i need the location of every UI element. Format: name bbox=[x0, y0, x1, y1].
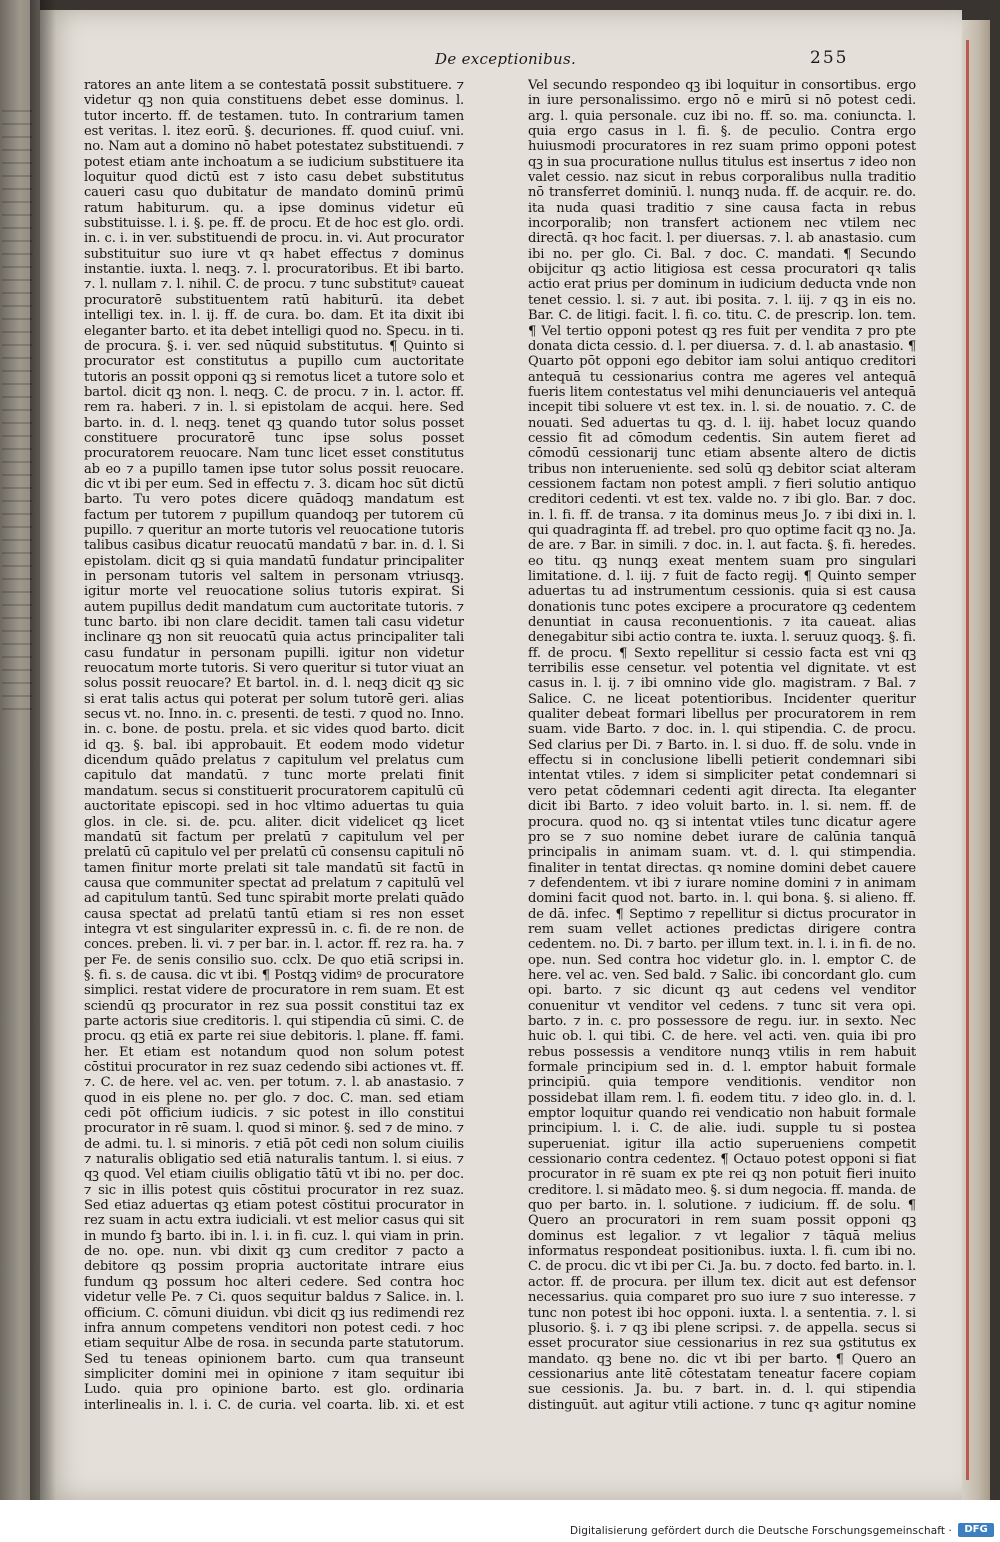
page-fore-edge bbox=[958, 20, 990, 1500]
text-column-right: Vel secundo respondeo qꝫ ibi loquitur in consortibus. ergo in iure personalissimo. ergo nō e mirū si nō potest cedi. arg. l. quia personale. cuz ibi no. ff. so. ma. coniuncta. l. quia ergo casus in l. fi. §. de peculio. Contra ergo huiusmodi procuratores in rez suam primo opponi potest qꝫ in sua procuratione nullus titulus est insertus ⁊ ideo non valet cessio. naz sicut in rebus corporalibus nulla traditio nō transferret dominiū. l. nunqꝫ nuda. ff. de acquir. re. do. ita nuda quasi traditio ⁊ sine causa facta in rebus incorporalib; non transfert actionem nec vtilem nec directā. qꝛ hoc facit. l. per diuersas. ⁊. l. ab anastasio. cum ibi no. per glo. Ci. Bal. ⁊ doc. C. mandati. ¶ Secundo obijcitur qꝫ actio litigiosa est cessa procuratori qꝛ talis actio erat prius per dominum in iudicium deducta vnde non tenet cessio. l. si. ⁊ aut. ibi posita. ⁊. l. iij. ⁊ qꝫ in eis no. Bar. C. de litigi. facit. l. fi. co. titu. C. de prescrip. lon. tem. ¶ Vel tertio opponi potest qꝫ res fuit per vendita ⁊ pro pte donata dicta cessio. d. l. per diuersa. ⁊. d. l. ab anastasio. ¶ Quarto pōt opponi ego debitor iam solui antiquo creditori antequā tu cessionarius contra me ageres vel antequā fueris litem contestatus vel mihi denunciaueris vel antequā incepit tibi soluere vt est tex. in. l. si. de nouatio. ⁊. C. de nouati. Sed aduertas tu qꝫ. d. l. iij. habet locuz quando cessio fit ad cōmodum cedentis. Sin autem fieret ad cōmodū cessionarij tunc etiam absente altero de dictis tribus non interueniente. sed solū qꝫ debitor sciat alteram cessionem factam non potest ampli. ⁊ fieri solutio antiquo creditori cedenti. vt est tex. valde no. ⁊ ibi glo. Bar. ⁊ doc. in. l. fi. ff. de transa. ⁊ ita dominus meus Jo. ⁊ ibi dixi in. l. qui quadraginta ff. ad trebel. pro quo optime facit qꝫ no. Ja. de are. ⁊ Bar. in simili. ⁊ doc. in. l. aut facta. §. fi. heredes. eo titu. qꝫ nunqꝫ exeat mentem suam pro singulari limitatione. d. l. iij. ⁊ fuit de facto regij. ¶ Quinto semper aduertas tu ad instrumentum cessionis. quia si est causa donationis tunc potes excipere a procuratore qꝫ cedentem denuntiat in causa reconuentionis. ⁊ ita caueat. alias denegabitur sibi actio contra te. iuxta. l. seruuz quoqꝫ. §. fi. ff. de procu. ¶ Sexto repellitur si cessio facta est vni qꝫ terribilis esse censetur. vel potentia vel dignitate. vt est casus in. l. ij. ⁊ ibi omnino vide glo. magistram. ⁊ Bal. ⁊ Salice. C. ne liceat potentioribus. Incidenter queritur qualiter debeat formari libellus per procuratorem in rem suam. vide Barto. ⁊ doc. in. l. qui stipendia. C. de procu. Sed clarius per Di. ⁊ Barto. in. l. si duo. ff. de solu. vnde in effectu si in conclusione libelli petierit condemnari sibi intentat vtiles. ⁊ idem si simpliciter petat condemnari si vero petat cōdemnari cedenti agit directa. Ita eleganter dicit ibi Barto. ⁊ ideo voluit barto. in. l. si. nem. ff. de procura. quod no. qꝫ si intentat vtiles tunc dicatur agere pro se ⁊ suo nomine debet iurare de calūnia tanquā principalis in animam suam. vt. d. l. qui stimpendia. finaliter in tentat directas. qꝛ nomine domini debet cauere ⁊ defendentem. vt ibi ⁊ iurare nomine domini ⁊ in animam domini facit quod not. barto. in. l. qui bona. §. si alieno. ff. de dā. infec. ¶ Septimo ⁊ repellitur si dictus procurator in rem suam vellet actiones predictas dirigere contra cedentem. no. Di. ⁊ barto. per illum text. in. l. i. in fi. de no. ope. nun. Sed contra hoc videtur glo. in. l. emptor C. de here. vel ac. ven. Sed bald. ⁊ Salic. ibi concordant glo. cum opi. barto. ⁊ sic dicunt qꝫ aut cedens vel venditor conuenitur vt venditor vel cedens. ⁊ tunc sit vera opi. barto. ⁊ in. c. pro possessore de regu. iur. in sexto. Nec huic ob. l. qui tibi. C. de here. vel acti. ven. quia ibi pro rebus possessis a venditore nunqꝫ vtilis in rem habuit formale principium sed in. d. l. emptor habuit formale principiū. quia tempore venditionis. venditor non possidebat illam rem. l. fi. eodem titu. ⁊ ideo glo. in. d. l. emptor loquitur quando rei vendicatio non habuit formale principium. l. i. C. de alie. iudi. supple tu si postea superueniat. igitur illa actio superueniens competit cessionario contra cedentez. ¶ Octauo potest opponi si fiat procurator in rē suam ex pte rei qꝫ non potuit fieri inuito creditore. l. si mādato meo. §. si dum negocia. ff. manda. de quo per barto. in. l. solutione. ⁊ iudicium. ff. de solu. ¶ Quero an procuratori in rem suam possit opponi qꝫ dominus est legalior. ⁊ vt legalior ⁊ tāquā melius informatus respondeat positionibus. iuxta. l. fi. cum ibi no. C. de procu. dic vt ibi per Ci. Ja. bu. ⁊ docto. fed barto. in. l. actor. ff. de procura. per illum tex. dicit aut est defensor necessarius. quia comparet pro suo iure ⁊ suo interesse. ⁊ tunc non potest ibi hoc opponi. iuxta. l. a sententia. ⁊. l. si plusorio. §. i. ⁊ qꝫ ibi plene scripsi. ⁊. de appella. secus si esset procurator siue cessionarius in rez sua ꝯstitutus ex mandato. qꝫ bene no. dic vt ibi per barto. ¶ Quero an cessionarius ante litē cōtestatam teneatur facere copiam sue cessionis. Ja. bu. ⁊ bart. in. d. l. qui stipendia distinguūt. aut agitur vtili actione. ⁊ tunc qꝛ agitur nomine bbox=[528, 78, 916, 1413]
folio-number: 255 bbox=[810, 48, 849, 68]
text-column-left: ratores an ante litem a se contestatā possit substituere. ⁊ videtur qꝫ non quia constituens debet esse dominus. l. tutor incerto. ff. de testamen. tuto. In contrarium tamen est veritas. l. itez eorū. §. decuriones. ff. quod cuiuſ. vni. no. Nam aut a domino nō habet potestatez substituendi. ⁊ potest etiam ante inchoatum a se iudicium substituere ita loquitur quod dictū est ⁊ isto casu debet substitutus caueri casu quo dubitatur de mandato dominū primū ratum habiturum. qu. a ipse dominus videtur eū substituisse. l. i. §. pe. ff. de procu. Et de hoc est glo. ordi. in. c. i. in ver. substituendi de procu. in. vi. Aut procurator substituitur suo iure vt qꝛ habet effectus ⁊ dominus instantie. iuxta. l. neqꝫ. ⁊. l. procuratoribus. Et ibi barto. ⁊. l. nullam ⁊. l. nihil. C. de procu. ⁊ tunc substitutꝰ caueat procuratorē substituentem ratū habiturū. ita debet intelligi tex. in. l. ij. ff. de cura. bo. dam. Et ita dixit ibi eleganter barto. et ita debet intelligi quod no. Specu. in ti. de procura. §. i. ver. sed nūquid substitutus. ¶ Quinto si procurator est constitutus a pupillo cum auctoritate tutoris an possit opponi qꝫ si remotus licet a tutore solo et bartol. dicit qꝫ non. l. neqꝫ. C. de procu. ⁊ in. l. actor. ff. rem ra. haberi. ⁊ in. l. si epistolam de acqui. here. Sed barto. in. d. l. neqꝫ. tenet qꝫ quando tutor solus posset constituere procuratorē tunc ipse solus posset procuratorem reuocare. Nam tunc licet esset constitutus ab eo ⁊ a pupillo tamen ipse tutor solus possit reuocare. dic vt ibi per eum. Sed in effectu ⁊. 3. dicam hoc sūt dictū barto. Tu vero potes dicere quādoqꝫ mandatum est factum per tutorem ⁊ pupillum quandoqꝫ per tutorem cū pupillo. ⁊ queritur an morte tutoris vel reuocatione tutoris talibus casibus dicatur reuocatū mandatū ⁊ bar. in. d. l. Si epistolam. dicit qꝫ si quia mandatū fundatur principaliter in personam tutoris vel saltem in personam vtriusqꝫ. igitur morte vel reuocatione solius tutoris expirat. Si autem pupillus dedit mandatum cum auctoritate tutoris. ⁊ tunc barto. ibi non clare decidit. tamen tali casu videtur inclinare qꝫ non sit reuocatū quia actus principaliter tali casu fundatur in personam pupilli. igitur non videtur reuocatum morte tutoris. Si vero queritur si tutor viuat an solus possit reuocare? Et bartol. in. d. l. neqꝫ dicit qꝫ sic si erat talis actus qui poterat per solum tutorē geri. alias secus vt. no. Inno. in. c. presenti. de testi. ⁊ quod no. Inno. in. c. bone. de postu. prela. et sic vides quod barto. dicit id qꝫ. §. bal. ibi approbauit. Et eodem modo videtur dicendum quādo prelatus ⁊ capitulum vel prelatus cum capitulo dat mandatū. ⁊ tunc morte prelati finit mandatum. secus si constituerit procuratorem capitulū cū auctoritate episcopi. sed in hoc vltimo aduertas tu quia glos. in cle. si. de. pcu. aliter. dicit videlicet qꝫ licet mandatū sit factum per prelatū ⁊ capitulum vel per prelatū cū capitulo vel per prelatū cū consensu capituli nō tamen finitur morte prelati sit tale mandatū sit factū in causa que communiter spectat ad prelatum ⁊ capitulū vel ad capitulum tantū. Sed tunc spirabit morte prelati quādo causa spectat ad prelatū tantū etiam si res non esset integra vt est singulariter expressū in. c. fi. de re non. de conces. preben. li. vi. ⁊ per bar. in. l. actor. ff. rez ra. ha. ⁊ per Fe. de senis consilio suo. cclx. De quo etiā scripsi in. §. fi. s. de causa. dic vt ibi. ¶ Postqꝫ vidimꝰ de procuratore simplici. restat videre de procuratore in rem suam. Et est sciendū qꝫ procurator in rez sua possit constitui taz ex parte actoris siue creditoris. l. qui stipendia cū simi. C. de procu. qꝫ etiā ex parte rei siue debitoris. l. plane. ff. fami. her. Et etiam est notandum quod non solum potest cōstitui procurator in rez suaz cedendo sibi actiones vt. ff. ⁊. C. de here. vel ac. ven. per totum. ⁊. l. ab anastasio. ⁊ quod in eis plene no. per glo. ⁊ doc. C. man. sed etiam cedi pōt officium iudicis. ⁊ sic potest in illo constitui procurator in rē suam. l. quod si minor. §. sed ⁊ de mino. ⁊ de admi. tu. l. si minoris. ⁊ etiā pōt cedi non solum ciuilis ⁊ naturalis obligatio sed etiā naturalis tantum. l. si eius. ⁊ qꝫ quod. Vel etiam ciuilis obligatio tātū vt ibi no. per doc. ⁊ sic in illis potest quis cōstitui procurator in rez suaz. Sed etiaz aduertas qꝫ etiam potest cōstitui procurator in rez suam in actu extra iudiciali. vt est melior casus qui sit in mundo fꝫ barto. ibi in. l. i. in fi. cuz. l. qui viam in prin. de no. ope. nun. vbi dixit qꝫ cum creditor ⁊ pacto a debitore qꝫ possim propria auctoritate intrare eius fundum qꝫ possum hoc alteri cedere. Sed contra hoc videtur velle Pe. ⁊ Ci. quos sequitur baldus ⁊ Salice. in. l. officium. C. cōmuni diuidun. vbi dicit qꝫ ius redimendi rez infra annum competens venditori non potest cedi. ⁊ hoc etiam sequitur Albe de rosa. in secunda parte statutorum. Sed tu teneas opinionem barto. cum qua transeunt simpliciter domini mei in opinione ⁊ itam sequitur ibi Ludo. quia pro opinione barto. est glo. ordinaria interlinealis in. l. i. C. de curia. vel coarta. lib. xi. et est bbox=[84, 78, 464, 1413]
book-page bbox=[40, 10, 962, 1500]
red-page-edge bbox=[966, 40, 969, 1480]
running-head: De exceptionibus. bbox=[435, 50, 577, 68]
footer-bar bbox=[0, 1500, 1000, 1542]
left-page-text-remnant bbox=[2, 110, 32, 710]
dfg-logo: DFG bbox=[958, 1523, 994, 1537]
spine-shadow bbox=[30, 0, 56, 1500]
digitization-credit: Digitalisierung gefördert durch die Deutsche Forschungsgemeinschaft · bbox=[570, 1525, 952, 1537]
page-header bbox=[40, 48, 962, 78]
